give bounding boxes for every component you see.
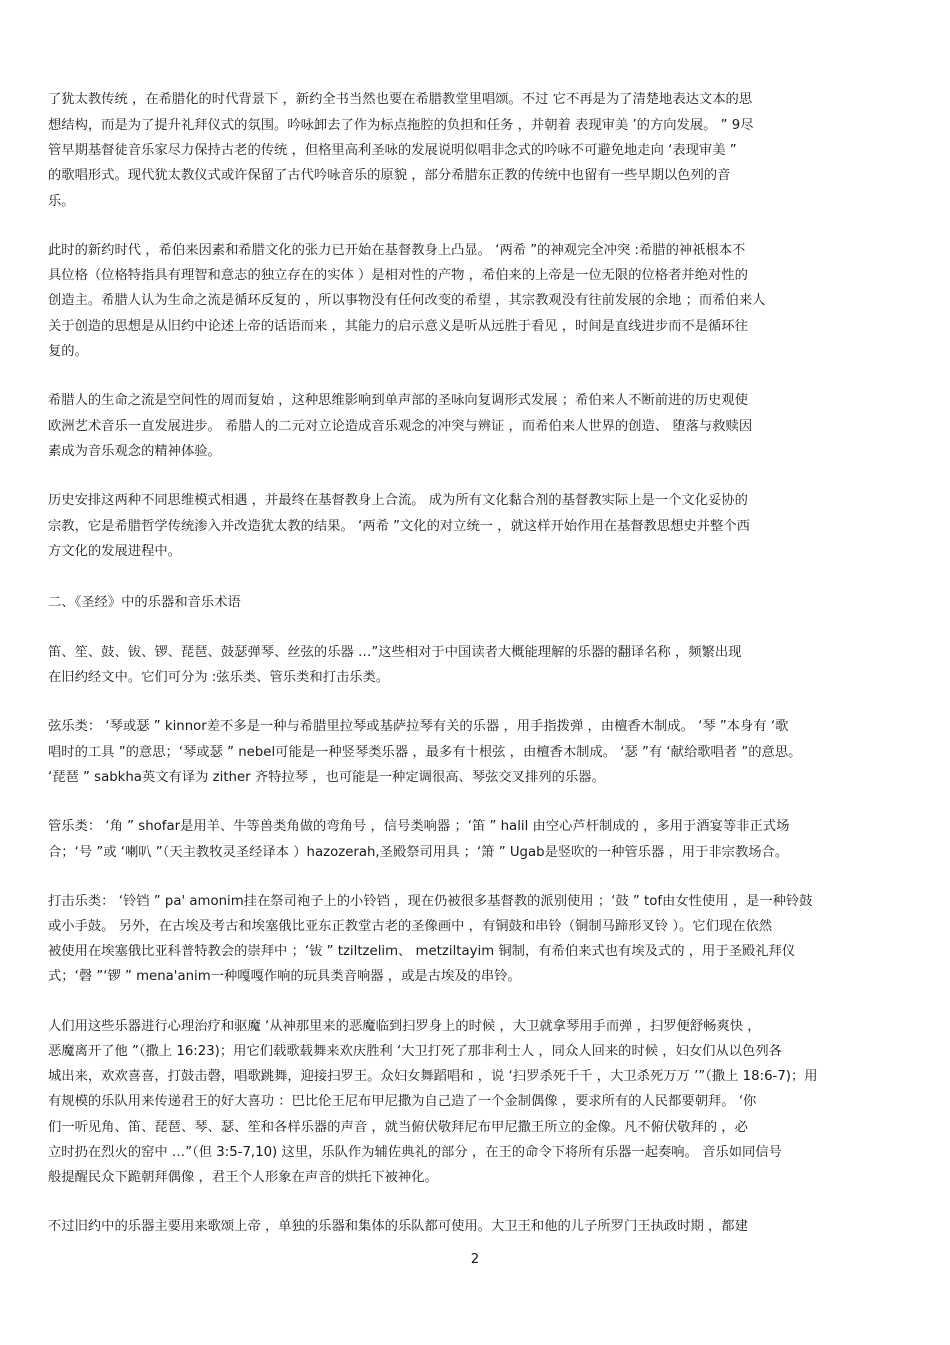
text-line: 创造主。希腊人认为生命之流是循环反复的 ，所以事物没有任何改变的希望 ，其宗教观没有往前发展的余地 ；而希伯来人 xyxy=(48,293,766,308)
text-line: 欧洲艺术音乐一直发展进步。 希腊人的二元对立论造成音乐观念的冲突与辨证 ，而希伯来人世界的创造、 堕落与救赎因 xyxy=(48,419,753,434)
text-line: 打击乐类： ‘铃铛 ” pa' amonim挂在祭司袍子上的小铃铛 ，现在仍被很多基督教的派别使用 ；‘鼓 ” tof由女性使用 ，是一种铃鼓 xyxy=(48,894,813,909)
text-line: 在旧约经文中。它们可分为 :弦乐类、管乐类和打击乐类。 xyxy=(48,670,390,685)
text-line: 了犹太教传统 ，在希腊化的时代背景下 ，新约全书当然也要在希腊教堂里唱颂。不过 它不再是为了清楚地表达文本的思 xyxy=(48,92,753,107)
section-heading: 二、《圣经》中的乐器和音乐术语 xyxy=(48,595,241,610)
text-line: 此时的新约时代 ，希伯来因素和希腊文化的张力已开始在基督教身上凸显。 ‘两希 ”的神观完全冲突 :希腊的神祇根本不 xyxy=(48,243,746,258)
text-line: 复的。 xyxy=(48,344,88,359)
text-line: 具位格（位格特指具有理智和意志的独立存在的实体 ）是相对性的产物 ，希伯来的上帝是一位无限的位格者并绝对性的 xyxy=(48,268,748,283)
text-line: 的歌唱形式。现代犹太教仪式或许保留了古代吟咏音乐的原貌 ，部分希腊东正教的传统中也留有一些早期以色列的音 xyxy=(48,168,731,183)
text-line: 管早期基督徒音乐家尽力保持古老的传统 ，但格里高利圣咏的发展说明似唱非念式的吟咏不可避免地走向 ‘表现审美 ” xyxy=(48,143,737,158)
text-line: 弦乐类： ‘琴或瑟 ” kinnor差不多是一种与希腊里拉琴或基萨拉琴有关的乐器 ，用手指拨弹 ，由檀香木制成。 ‘琴 ”本身有 ‘歌 xyxy=(48,719,789,734)
text-line: 式；‘磬 ”‘锣 ” mena'anim一种嘎嘎作响的玩具类音响器 ，或是古埃及的串铃。 xyxy=(48,969,521,984)
text-line: ‘琵琶 ” sabkha英文有译为 zither 齐特拉琴 ，也可能是一种定调很高、琴弦交叉排列的乐器。 xyxy=(48,770,605,785)
text-line: 立时扔在烈火的窑中 …”（但 3:5-7,10) 这里，乐队作为辅佐典礼的部分 ，在王的命令下将所有乐器一起奏响。 音乐如同信号 xyxy=(48,1145,782,1160)
text-line: 恶魔离开了他 ”（撒上 16:23)；用它们载歌载舞来欢庆胜利 ‘大卫打死了那非利士人 ，同众人回来的时候 ，妇女们从以色列各 xyxy=(48,1044,782,1059)
text-line: 笛、笙、鼓、钹、锣、琵琶、鼓瑟弹琴、丝弦的乐器 …”这些相对于中国读者大概能理解的乐器的翻译名称 ，频繁出现 xyxy=(48,645,742,660)
text-line: 管乐类： ‘角 ” shofar是用羊、牛等兽类角做的弯角号 ，信号类响器 ；‘笛 ” halil 由空心芦杆制成的 ，多用于酒宴等非正式场 xyxy=(48,819,790,834)
text-line: 宗教，它是希腊哲学传统渗入并改造犹太教的结果。 ‘两希 ”文化的对立统一 ，就这样开始作用在基督教思想史并整个西 xyxy=(48,519,750,534)
text-line: 希腊人的生命之流是空间性的周而复始 ，这种思维影响到单声部的圣咏向复调形式发展 ；希伯来人不断前进的历史观使 xyxy=(48,393,748,408)
text-line: 被使用在埃塞俄比亚科普特教会的崇拜中 ；‘钹 ” tziltzelim、 metziltayim 铜制，有希伯来式也有埃及式的 ，用于圣殿礼拜仪 xyxy=(48,944,796,959)
text-line: 有规模的乐队用来传递君王的好大喜功 ：巴比伦王尼布甲尼撒为自己造了一个金制偶像 ，要求所有的人民都要朝拜。 ‘你 xyxy=(48,1094,757,1109)
text-line: 般提醒民众下跪朝拜偶像 ，君王个人形象在声音的烘托下被神化。 xyxy=(48,1170,438,1185)
text-line: 乐。 xyxy=(48,194,75,209)
text-line: 不过旧约中的乐器主要用来歌颂上帝 ，单独的乐器和集体的乐队都可使用。大卫王和他的儿子所罗门王执政时期 ，都建 xyxy=(48,1219,748,1234)
page-number: 2 xyxy=(470,1252,480,1267)
text-line: 合；‘号 ”或 ‘喇叭 ”（天主教牧灵圣经译本 ）hazozerah,圣殿祭司用具 ；‘箫 ” Ugab是竖吹的一种管乐器 ，用于非宗教场合。 xyxy=(48,845,789,860)
text-line: 唱时的工具 ”的意思；‘琴或瑟 ” nebel可能是一种竖琴类乐器 ，最多有十根弦 ，由檀香木制成。 ‘瑟 ”有 ‘献给歌唱者 ”的意思。 xyxy=(48,745,802,760)
text-line: 关于创造的思想是从旧约中论述上帝的话语而来 ，其能力的启示意义是听从远胜于看见 ，时间是直线进步而不是循环往 xyxy=(48,319,748,334)
text-line: 素成为音乐观念的精神体验。 xyxy=(48,444,221,459)
text-line: 历史安排这两种不同思维模式相遇 ，并最终在基督教身上合流。 成为所有文化黏合剂的基督教实际上是一个文化妥协的 xyxy=(48,493,748,508)
text-line: 方文化的发展进程中。 xyxy=(48,544,181,559)
text-line: 或小手鼓。 另外，在古埃及考古和埃塞俄比亚东正教堂古老的圣像画中 ，有铜鼓和串铃（铜制马蹄形叉铃 ）。它们现在依然 xyxy=(48,919,773,934)
text-line: 想结构，而是为了提升礼拜仪式的氛围。吟咏卸去了作为标点拖腔的负担和任务 ，并朝着 表现审美 ’的方向发展。 ” 9尽 xyxy=(48,118,754,133)
text-line: 们一听见角、笛、琵琶、琴、瑟、笙和各样乐器的声音 ，就当俯伏敬拜尼布甲尼撒王所立的金像。凡不俯伏敬拜的 ，必 xyxy=(48,1120,748,1135)
text-line: 城出来，欢欢喜喜，打鼓击磬，唱歌跳舞，迎接扫罗王。众妇女舞蹈唱和 ，说 ‘扫罗杀死千千 ，大卫杀死万万 ’”（撒上 18:6-7)；用 xyxy=(48,1069,818,1084)
text-line: 人们用这些乐器进行心理治疗和驱魔 ‘从神那里来的恶魔临到扫罗身上的时候 ，大卫就拿琴用手而弹 ，扫罗便舒畅爽快 ， xyxy=(48,1019,761,1034)
